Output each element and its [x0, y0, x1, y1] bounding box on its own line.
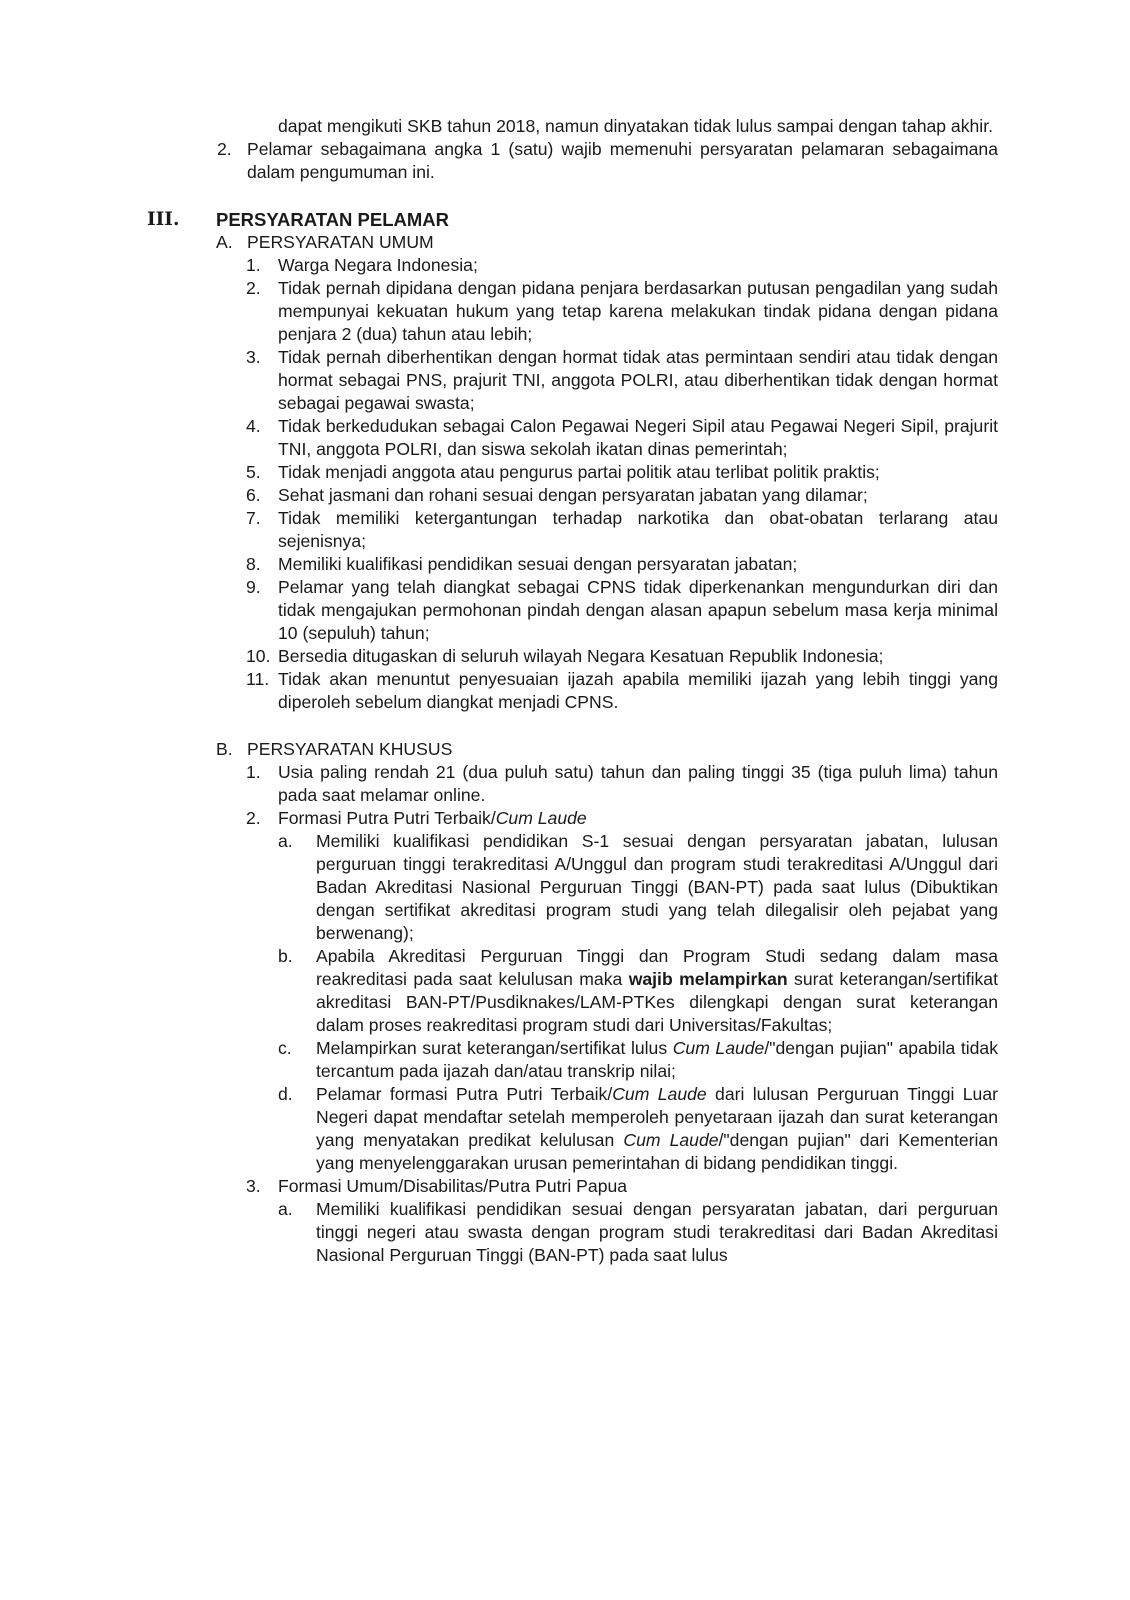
- list-number: 10.: [246, 646, 271, 666]
- body-text: Tidak akan menuntut penyesuaian ijazah apabila memiliki ijazah yang lebih tinggi yang diperoleh sebelum diangkat menjadi CPNS.: [278, 669, 998, 712]
- list-number: 4.: [246, 416, 261, 436]
- list-item: [278, 830, 998, 945]
- list-number: b.: [278, 946, 293, 966]
- body-text: dapat mengikuti SKB tahun 2018, namun dinyatakan tidak lulus sampai dengan tahap akhir.: [278, 116, 993, 136]
- list-item: [246, 415, 998, 461]
- body-text: Pelamar formasi Putra Putri Terbaik/: [316, 1084, 613, 1104]
- list-item: [246, 761, 998, 807]
- body-text: Pelamar sebagaimana angka 1 (satu) wajib memenuhi persyaratan pelamaran sebagaimana dalam pengumuman ini.: [247, 139, 998, 182]
- list-number: 1.: [246, 255, 261, 275]
- list-number: 2.: [246, 808, 261, 828]
- list-number: 2.: [217, 139, 232, 159]
- body-text: surat keterangan/sertifikat akreditasi BAN-PT/Pusdiknakes/LAM-PTKes dilengkapi dengan surat keterangan dalam proses reakreditasi program studi dari Universitas/Fakultas;: [316, 969, 998, 1035]
- list-number: 6.: [246, 485, 261, 505]
- section-heading: [147, 208, 998, 231]
- list-number: 11.: [246, 669, 270, 689]
- list-item: [246, 277, 998, 346]
- body-text: Sehat jasmani dan rohani sesuai dengan persyaratan jabatan yang dilamar;: [278, 485, 868, 505]
- list-item: [246, 484, 998, 507]
- body-text: Apabila Akreditasi Perguruan Tinggi dan Program Studi sedang dalam masa reakreditasi pada saat kelulusan maka: [316, 946, 998, 989]
- list-number: B.: [216, 739, 233, 759]
- list-item: [246, 807, 998, 830]
- list-item: [246, 645, 998, 668]
- list-item: [246, 553, 998, 576]
- body-text: PERSYARATAN UMUM: [247, 232, 434, 252]
- list-number: d.: [278, 1084, 293, 1104]
- list-item: [246, 668, 998, 714]
- list-number: 7.: [246, 508, 261, 528]
- list-number: a.: [278, 1199, 293, 1219]
- document-page: [0, 115, 1130, 1267]
- body-text: Formasi Umum/Disabilitas/Putra Putri Papua: [278, 1176, 628, 1196]
- subsection-heading: [216, 738, 998, 761]
- italic-text: Cum Laude: [672, 1038, 765, 1058]
- list-number: 3.: [246, 347, 261, 367]
- body-text: Formasi Putra Putri Terbaik/: [278, 808, 496, 828]
- list-number: 2.: [246, 278, 261, 298]
- body-text: Tidak menjadi anggota atau pengurus partai politik atau terlibat politik praktis;: [278, 462, 880, 482]
- list-number: 1.: [246, 762, 261, 782]
- list-number: a.: [278, 831, 293, 851]
- body-text: /"dengan pujian" dari Kementerian yang menyelenggarakan urusan pemerintahan di bidang pendidikan tinggi.: [316, 1130, 998, 1173]
- body-text: PERSYARATAN KHUSUS: [247, 739, 453, 759]
- list-number: A.: [216, 232, 233, 252]
- list-number: 5.: [246, 462, 261, 482]
- italic-text: Cum Laude: [623, 1130, 719, 1150]
- body-text: Pelamar yang telah diangkat sebagai CPNS tidak diperkenankan mengundurkan diri dan tidak mengajukan permohonan pindah dengan alasan apapun sebelum masa kerja minimal 10 (sepuluh) tahun;: [278, 577, 998, 643]
- body-text: Memiliki kualifikasi pendidikan sesuai dengan persyaratan jabatan;: [278, 554, 798, 574]
- body-text: Warga Negara Indonesia;: [278, 255, 478, 275]
- list-item: [246, 507, 998, 553]
- list-number: c.: [278, 1038, 292, 1058]
- list-item: [278, 1037, 998, 1083]
- body-text: Bersedia ditugaskan di seluruh wilayah Negara Kesatuan Republik Indonesia;: [278, 646, 884, 666]
- body-text: Memiliki kualifikasi pendidikan sesuai dengan persyaratan jabatan, dari perguruan tinggi negeri atau swasta dengan program studi terakreditasi dari Badan Akreditasi Nasional Perguruan Tinggi (BAN-PT) pada saat lulus: [316, 1199, 998, 1265]
- list-item: [246, 576, 998, 645]
- body-text: Melampirkan surat keterangan/sertifikat lulus: [316, 1038, 673, 1058]
- list-number: 8.: [246, 554, 261, 574]
- list-item: [246, 461, 998, 484]
- list-item: [246, 254, 998, 277]
- italic-text: Cum Laude: [612, 1084, 707, 1104]
- body-text: Tidak pernah dipidana dengan pidana penjara berdasarkan putusan pengadilan yang sudah mempunyai kekuatan hukum yang tetap karena melakukan tindak pidana dengan pidana penjara 2 (dua) tahun atau lebih;: [278, 278, 998, 344]
- list-item: [217, 138, 998, 184]
- list-item: [278, 945, 998, 1037]
- list-item: [246, 1175, 998, 1198]
- list-number: III.: [147, 209, 180, 230]
- list-number: 3.: [246, 1176, 261, 1196]
- body-text: Tidak pernah diberhentikan dengan hormat tidak atas permintaan sendiri atau tidak dengan hormat sebagai PNS, prajurit TNI, anggota POLRI, atau diberhentikan tidak dengan hormat sebagai pegawai swasta;: [278, 347, 998, 413]
- subsection-heading: [216, 231, 998, 254]
- body-text: dari lulusan Perguruan Tinggi Luar Negeri dapat mendaftar setelah memperoleh penyetaraan ijazah dan surat keterangan yang menyatakan predikat kelulusan: [316, 1084, 998, 1150]
- body-text: Tidak memiliki ketergantungan terhadap narkotika dan obat-obatan terlarang atau sejenisnya;: [278, 508, 998, 551]
- list-item: [278, 1198, 998, 1267]
- body-text: Tidak berkedudukan sebagai Calon Pegawai Negeri Sipil atau Pegawai Negeri Sipil, prajurit TNI, anggota POLRI, dan siswa sekolah ikatan dinas pemerintah;: [278, 416, 998, 459]
- body-text: PERSYARATAN PELAMAR: [216, 209, 449, 230]
- body-text: Usia paling rendah 21 (dua puluh satu) tahun dan paling tinggi 35 (tiga puluh lima) tahun pada saat melamar online.: [278, 762, 998, 805]
- body-text: Memiliki kualifikasi pendidikan S-1 sesuai dengan persyaratan jabatan, lulusan perguruan tinggi terakreditasi A/Unggul dan program studi terakreditasi A/Unggul dari Badan Akreditasi Nasional Perguruan Tinggi (BAN-PT) pada saat lulus (Dibuktikan dengan sertifikat akreditasi program studi yang telah dilegalisir oleh pejabat yang berwenang);: [316, 831, 998, 943]
- list-item: [246, 346, 998, 415]
- body-text: /"dengan pujian" apabila tidak tercantum pada ijazah dan/atau transkrip nilai;: [316, 1038, 998, 1081]
- bold-text: wajib melampirkan: [628, 969, 788, 989]
- list-item: [278, 1083, 998, 1175]
- list-number: 9.: [246, 577, 261, 597]
- italic-text: Cum Laude: [495, 808, 587, 828]
- list-item: [278, 115, 998, 138]
